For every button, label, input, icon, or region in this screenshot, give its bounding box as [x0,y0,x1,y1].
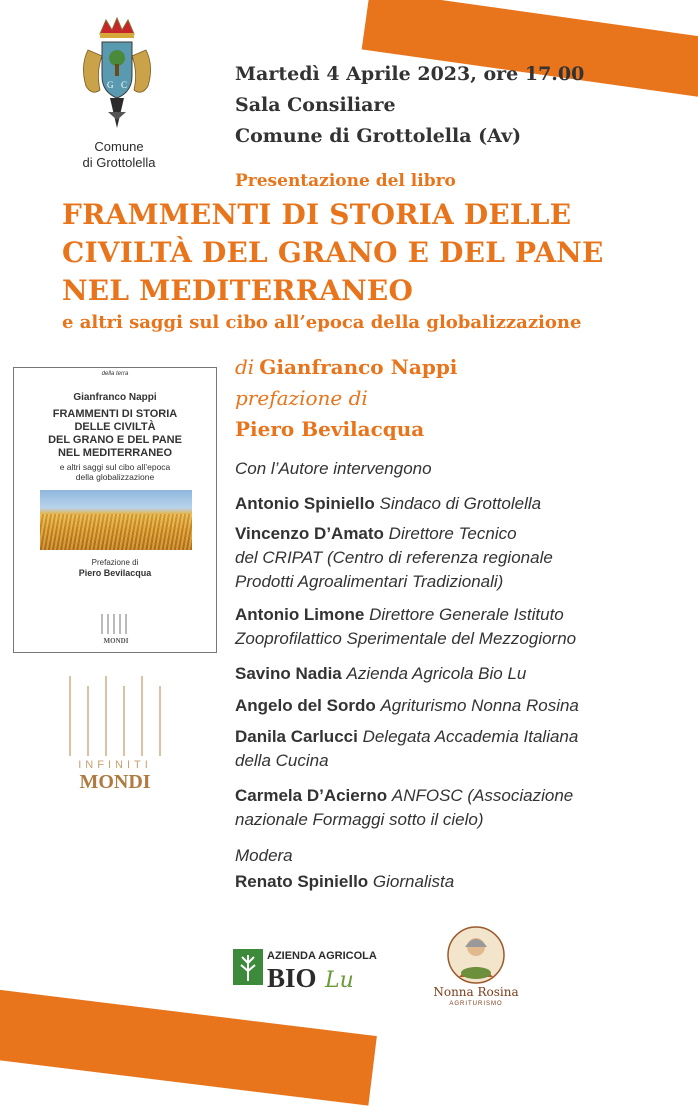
nonna-rosina-subtitle: AGRITURISMO [449,1001,503,1007]
book-title-line-2: CIVILTÀ DEL GRANO E DEL PANE [62,236,604,269]
moderator-label: Modera [235,846,293,865]
svg-text:AZIENDA AGRICOLA: AZIENDA AGRICOLA [267,950,377,962]
publisher-logo [66,676,164,792]
author-line [235,355,457,379]
event-date: Martedì 4 Aprile 2023, ore 17.00 [235,63,585,85]
preface-label: prefazione di [235,386,368,410]
svg-text:Lu: Lu [325,968,354,993]
speaker-4: Savino Nadia Azienda Agricola Bio Lu [235,664,527,683]
svg-text:G: G [107,80,114,90]
cover-author: Gianfranco Nappi [73,392,157,403]
speaker-5: Angelo del Sordo Agriturismo Nonna Rosina [235,696,579,715]
cover-preface-author: Piero Bevilacqua [78,568,152,578]
svg-text:BIO: BIO [267,963,317,993]
speakers-intro: Con l’Autore intervengono [235,459,432,478]
cover-title: FRAMMENTI DI STORIA DELLE CIVILTÀ DEL GRANO E DEL PANE NEL MEDITERRANEO [48,408,182,459]
book-title-line-3: NEL MEDITERRANEO [62,274,414,307]
speaker-1: Antonio Spiniello Sindaco di Grottolella [235,494,542,513]
decorative-band-bottom [0,985,377,1106]
svg-text:MONDI: MONDI [79,771,151,792]
decorative-band-top [362,0,698,108]
svg-text:C: C [121,80,128,90]
speaker-6: Danila Carlucci Delegata Accademia Italiana della Cucina [235,727,579,770]
book-subtitle: e altri saggi sul cibo all’epoca della globalizzazione [62,312,582,333]
speaker-2: Vincenzo D’Amato Direttore Tecnico del CRIPAT (Centro di referenza regionale Prodotti Agroalimentari Tradizionali) [235,524,553,591]
cover-wheat-image [40,490,192,550]
svg-text:MONDI: MONDI [103,637,129,645]
bio-lu-logo [233,943,403,993]
cover-subtitle: e altri saggi sul cibo all’epoca della globalizzazione [59,462,171,482]
speaker-7: Carmela D’Acierno ANFOSC (Associazione nazionale Formaggi sotto il cielo) [235,786,574,829]
book-cover [13,367,217,653]
cover-series: della terra [101,371,129,377]
presentation-label: Presentazione del libro [235,171,456,191]
author-name: Gianfranco Nappi [259,355,458,379]
preface-author: Piero Bevilacqua [235,417,425,441]
comune-label: Comune di Grottolella [82,139,156,170]
event-place: Comune di Grottolella (Av) [235,125,522,147]
moderator: Renato Spiniello Giornalista [235,872,455,891]
event-venue: Sala Consiliare [235,94,396,116]
nonna-rosina-name: Nonna Rosina [433,985,519,999]
book-title-line-1: FRAMMENTI DI STORIA DELLE [62,198,572,231]
by-label: di [235,355,255,379]
cover-publisher-logo [98,612,134,646]
crest-icon [78,16,156,136]
cover-preface-label: Prefazione di [91,558,139,567]
speaker-3: Antonio Limone Direttore Generale Istituto Zooprofilattico Sperimentale del Mezzogiorno [235,605,577,648]
svg-text:INFINITI: INFINITI [78,759,152,771]
